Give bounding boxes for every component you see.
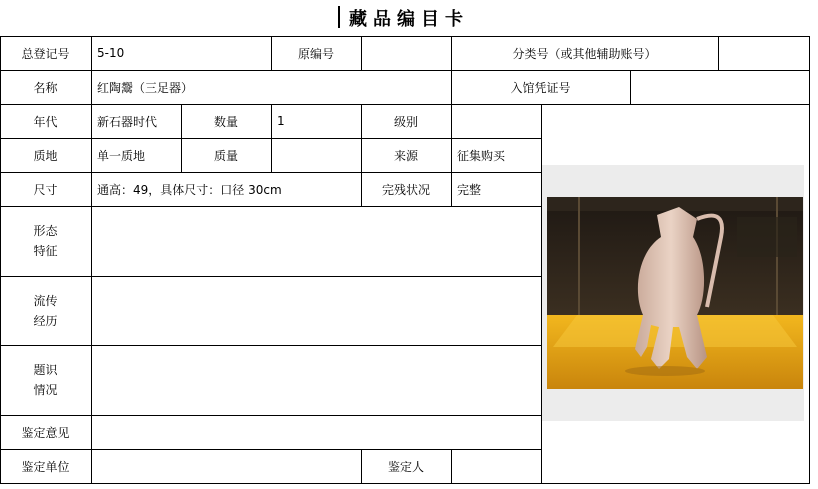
label-size: 尺寸: [33, 182, 58, 197]
value-original-no[interactable]: [361, 36, 451, 70]
value-appraisal-unit[interactable]: [91, 449, 361, 483]
value-appraisal-opinion[interactable]: [91, 415, 541, 449]
value-era[interactable]: 新石器时代: [97, 114, 158, 129]
value-morphology[interactable]: [91, 206, 541, 276]
value-grade[interactable]: [451, 104, 541, 138]
label-source: 来源: [393, 148, 418, 163]
label-morphology: [0, 206, 91, 276]
label-provenance: [0, 276, 91, 345]
label-total-reg-no: 总登记号: [21, 46, 70, 61]
value-entry-voucher[interactable]: [630, 70, 809, 104]
label-inscription-line2: 情况: [33, 383, 58, 397]
label-morphology-line1: 形态: [33, 224, 58, 238]
label-appraisal-unit: 鉴定单位: [21, 459, 70, 474]
label-original-no: 原编号: [297, 46, 334, 61]
label-grade: 级别: [393, 114, 418, 129]
label-class-no: 分类号（或其他辅助账号）: [512, 46, 657, 61]
label-quantity: 数量: [213, 114, 238, 129]
value-class-no[interactable]: [718, 36, 809, 70]
value-material[interactable]: 单一质地: [97, 148, 146, 163]
value-source[interactable]: 征集购买: [457, 148, 506, 163]
artifact-photo[interactable]: [547, 197, 803, 389]
value-total-reg-no[interactable]: 5-10: [97, 46, 125, 60]
label-appraiser: 鉴定人: [387, 459, 424, 474]
label-provenance-line2: 经历: [33, 313, 58, 328]
label-era: 年代: [33, 114, 58, 129]
label-morphology-line2: 特征: [33, 244, 58, 258]
value-weight[interactable]: [271, 138, 361, 172]
value-inscription[interactable]: [91, 345, 541, 415]
label-name: 名称: [33, 80, 58, 95]
label-weight: 质量: [213, 148, 238, 163]
value-appraiser[interactable]: [451, 449, 541, 483]
value-condition[interactable]: 完整: [457, 182, 482, 197]
value-size[interactable]: 通高：49，具体尺寸：口径 30cm: [97, 182, 282, 197]
label-appraisal-opinion: 鉴定意见: [21, 425, 70, 440]
value-name[interactable]: 红陶鬶（三足器）: [97, 80, 194, 95]
card-title: 藏品编目卡: [349, 9, 469, 30]
label-inscription-line1: 题识: [33, 363, 58, 377]
label-condition: 完残状况: [381, 182, 430, 197]
value-quantity[interactable]: 1: [277, 114, 285, 128]
label-entry-voucher: 入馆凭证号: [510, 80, 571, 95]
value-provenance[interactable]: [91, 276, 541, 345]
label-inscription: [0, 345, 91, 415]
label-provenance-line1: 流传: [33, 293, 58, 308]
label-material: 质地: [33, 148, 58, 163]
